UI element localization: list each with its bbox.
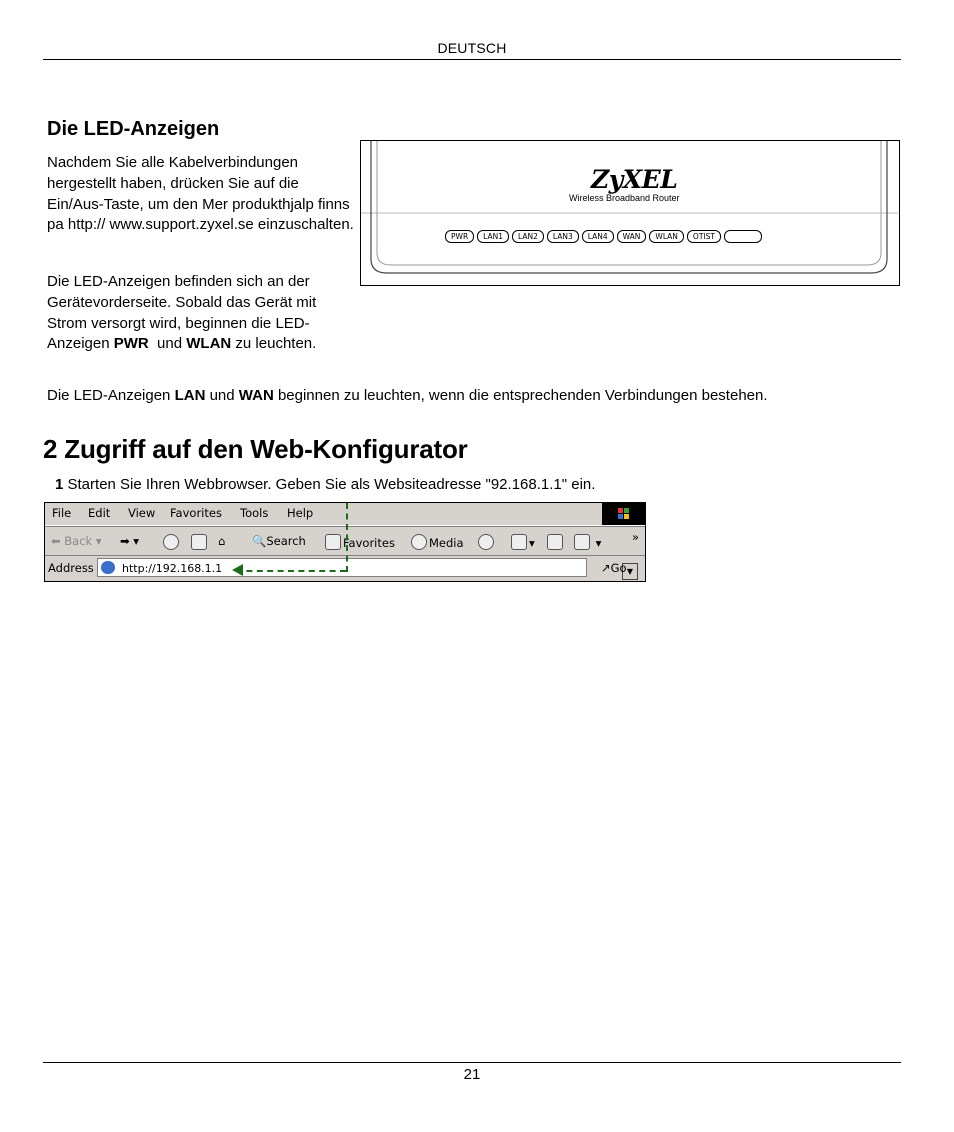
- led-section-title: Die LED-Anzeigen: [47, 118, 220, 140]
- menu-file[interactable]: File: [52, 506, 72, 520]
- section-2-heading: 2 Zugriff auf den Web-Konfigurator: [43, 434, 468, 464]
- favorites-icon: [325, 534, 341, 550]
- forward-button[interactable]: ➡ ▾: [120, 534, 140, 548]
- led-blank: [724, 230, 762, 243]
- media-icon: [411, 534, 427, 550]
- menu-edit[interactable]: Edit: [88, 506, 111, 520]
- led-paragraph-1: Nachdem Sie alle Kabelverbindungen hergestellt haben, drücken Sie auf die Ein/Aus-Taste, um den Mer produkthjalp finns pa http:// www.support.zyxel.se einzuschalten.: [47, 154, 354, 234]
- page-number: 21: [463, 1066, 481, 1083]
- led-lan2: LAN2: [512, 230, 544, 243]
- refresh-icon[interactable]: [191, 534, 209, 550]
- address-value: http://192.168.1.1: [122, 562, 223, 575]
- pwr-label: PWR: [113, 335, 149, 353]
- history-icon[interactable]: [478, 534, 496, 550]
- wan-label: WAN: [238, 387, 274, 404]
- windows-logo-icon: [602, 503, 645, 525]
- header-language: DEUTSCH: [437, 40, 507, 56]
- back-button[interactable]: ⬅ Back ▾: [51, 534, 102, 548]
- router-front-panel-figure: [360, 140, 900, 286]
- zyxel-logo: ZyXEL: [591, 165, 678, 194]
- router-subtitle: Wireless Broadband Router: [569, 193, 680, 203]
- menu-favorites[interactable]: Favorites: [170, 506, 222, 520]
- menu-tools[interactable]: Tools: [240, 506, 269, 520]
- router-outline-drawing: [361, 141, 898, 284]
- annotation-arrow-vertical: [346, 503, 348, 572]
- go-button[interactable]: ↗Go: [601, 561, 627, 575]
- mail-icon[interactable]: ▾: [511, 534, 535, 550]
- home-icon[interactable]: ⌂: [218, 534, 226, 548]
- led-pwr: PWR: [445, 230, 474, 243]
- browser-screenshot-figure: [44, 502, 646, 582]
- led-lan4: LAN4: [582, 230, 614, 243]
- favorites-button[interactable]: Favorites: [325, 534, 395, 550]
- menu-view[interactable]: View: [128, 506, 156, 520]
- print-icon[interactable]: [547, 534, 565, 550]
- ie-page-icon: [101, 561, 115, 574]
- header-rule: [43, 59, 901, 60]
- led-wlan: WLAN: [649, 230, 684, 243]
- search-icon: 🔍: [252, 534, 267, 548]
- menu-help[interactable]: Help: [287, 506, 314, 520]
- led-paragraph-2: Die LED-Anzeigen befinden sich an der Gerätevorderseite. Sobald das Gerät mit Strom versorgt wird, beginnen die LED-Anzeigen PWR und WLAN zu leuchten.: [47, 273, 317, 353]
- toolbar-more-chevron[interactable]: »: [632, 530, 640, 544]
- led-wan: WAN: [617, 230, 647, 243]
- browser-toolbar: [45, 526, 645, 556]
- led-indicator-row: [445, 230, 762, 243]
- led-lan3: LAN3: [547, 230, 579, 243]
- step-1: 1 Starten Sie Ihren Webbrowser. Geben Sie als Websiteadresse "92.168.1.1" ein.: [55, 476, 596, 493]
- media-button[interactable]: Media: [411, 534, 464, 550]
- lan-label: LAN: [174, 387, 206, 404]
- go-arrow-icon: ↗: [601, 561, 611, 575]
- led-paragraph-3: Die LED-Anzeigen LAN und WAN beginnen zu leuchten, wenn die entsprechenden Verbindungen bestehen.: [47, 387, 768, 404]
- browser-address-bar: [45, 555, 645, 581]
- address-label: Address: [48, 561, 94, 575]
- address-dropdown-button[interactable]: ▼: [622, 563, 638, 580]
- annotation-arrowhead-icon: [232, 564, 243, 576]
- led-otist: OTIST: [687, 230, 721, 243]
- step-number: 1: [55, 476, 64, 493]
- footer-rule: [43, 1062, 901, 1063]
- edit-icon[interactable]: ▾: [574, 534, 601, 550]
- annotation-arrow-horizontal: [236, 570, 346, 572]
- search-button[interactable]: 🔍Search: [252, 534, 306, 548]
- browser-menubar: [45, 503, 645, 526]
- stop-icon[interactable]: [163, 534, 181, 550]
- led-lan1: LAN1: [477, 230, 509, 243]
- wlan-label: WLAN: [186, 335, 232, 353]
